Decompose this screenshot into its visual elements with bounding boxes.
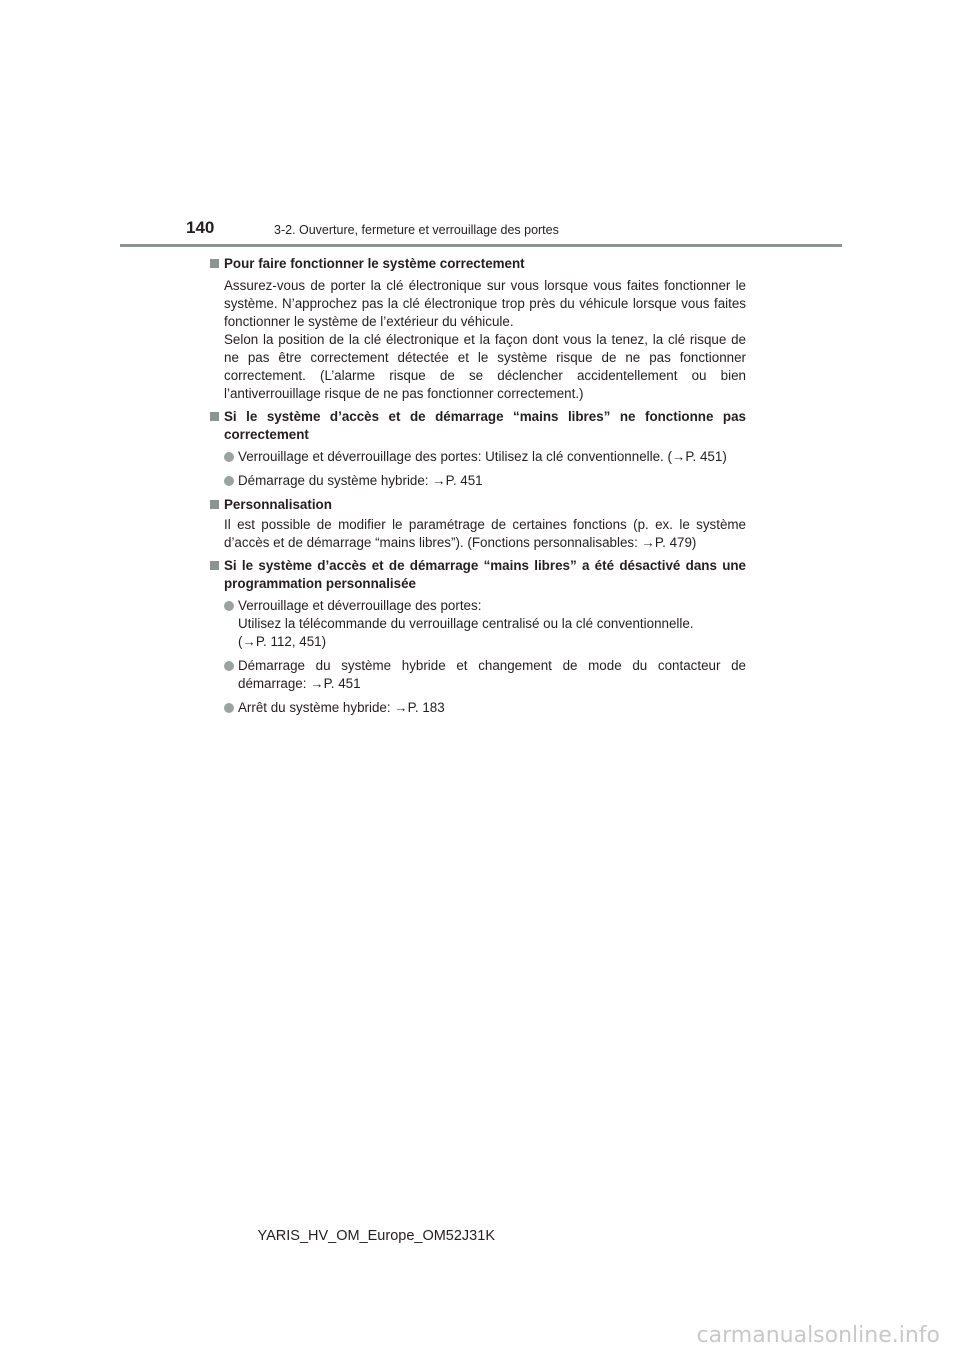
circle-bullet-icon	[224, 476, 234, 486]
section-heading: Personnalisation	[224, 497, 332, 512]
section-deactivated	[210, 557, 746, 717]
watermark: carmanualsonline.info	[696, 1323, 940, 1348]
list-item-text: Arrêt du système hybride: →P. 183	[238, 700, 445, 715]
section-not-working	[210, 408, 746, 490]
list-item-text: Verrouillage et déverrouillage des portes:	[238, 598, 482, 613]
square-bullet-icon	[210, 500, 219, 509]
page-content	[210, 255, 746, 723]
list-item-text: Démarrage du système hybride: →P. 451	[238, 473, 483, 488]
document-code: YARIS_HV_OM_Europe_OM52J31K	[257, 1228, 495, 1244]
page-header	[120, 214, 842, 248]
list-item-text: Verrouillage et déverrouillage des portes: Utilisez la clé conventionnelle. (→P. 451)	[238, 449, 727, 464]
section-operate-correctly	[210, 255, 746, 403]
square-bullet-icon	[210, 412, 219, 421]
paragraph: Assurez-vous de porter la clé électronique sur vous lorsque vous faites fonctionner le système. N’approchez pas la clé électronique trop près du véhicule lorsque vous faites fonctionner le système de l’extérieur du véhicule.	[224, 278, 746, 329]
list-item	[224, 597, 746, 651]
circle-bullet-icon	[224, 703, 234, 713]
paragraph: Il est possible de modifier le paramétrage de certaines fonctions (p. ex. le système d’accès et de démarrage “mains libres”). (Fonctions personnalisables: →P. 479)	[224, 517, 746, 550]
square-bullet-icon	[210, 561, 219, 570]
list-item	[224, 448, 746, 466]
section-personalisation	[210, 496, 746, 552]
list-item	[224, 699, 746, 717]
circle-bullet-icon	[224, 452, 234, 462]
list-item-page-reference: (→P. 112, 451)	[238, 634, 327, 649]
square-bullet-icon	[210, 259, 219, 268]
paragraph: Selon la position de la clé électronique et la façon dont vous la tenez, la clé risque de ne pas être correctement détectée et le système risque de ne pas fonctionner correctement. (L’alarme risque de se déclencher accidentellement ou bien l’antiverrouillage risque de ne pas fonctionner correctement.)	[224, 332, 746, 401]
list-item-text: Démarrage du système hybride et changement de mode du contacteur de démarrage: →P. 451	[238, 658, 746, 691]
circle-bullet-icon	[224, 601, 234, 611]
list-item	[224, 472, 746, 490]
circle-bullet-icon	[224, 661, 234, 671]
section-heading: Si le système d’accès et de démarrage “mains libres” a été désactivé dans une programmation personnalisée	[224, 558, 746, 591]
section-heading: Si le système d’accès et de démarrage “mains libres” ne fonctionne pas correctement	[224, 409, 746, 442]
section-heading: Pour faire fonctionner le système correctement	[224, 256, 525, 271]
list-item-text-continuation: Utilisez la télécommande du verrouillage centralisé ou la clé conventionnelle.	[238, 616, 694, 631]
list-item	[224, 657, 746, 693]
section-title: 3-2. Ouverture, fermeture et verrouillage des portes	[274, 223, 559, 237]
page-number: 140	[186, 218, 215, 237]
header-rule	[120, 244, 842, 247]
